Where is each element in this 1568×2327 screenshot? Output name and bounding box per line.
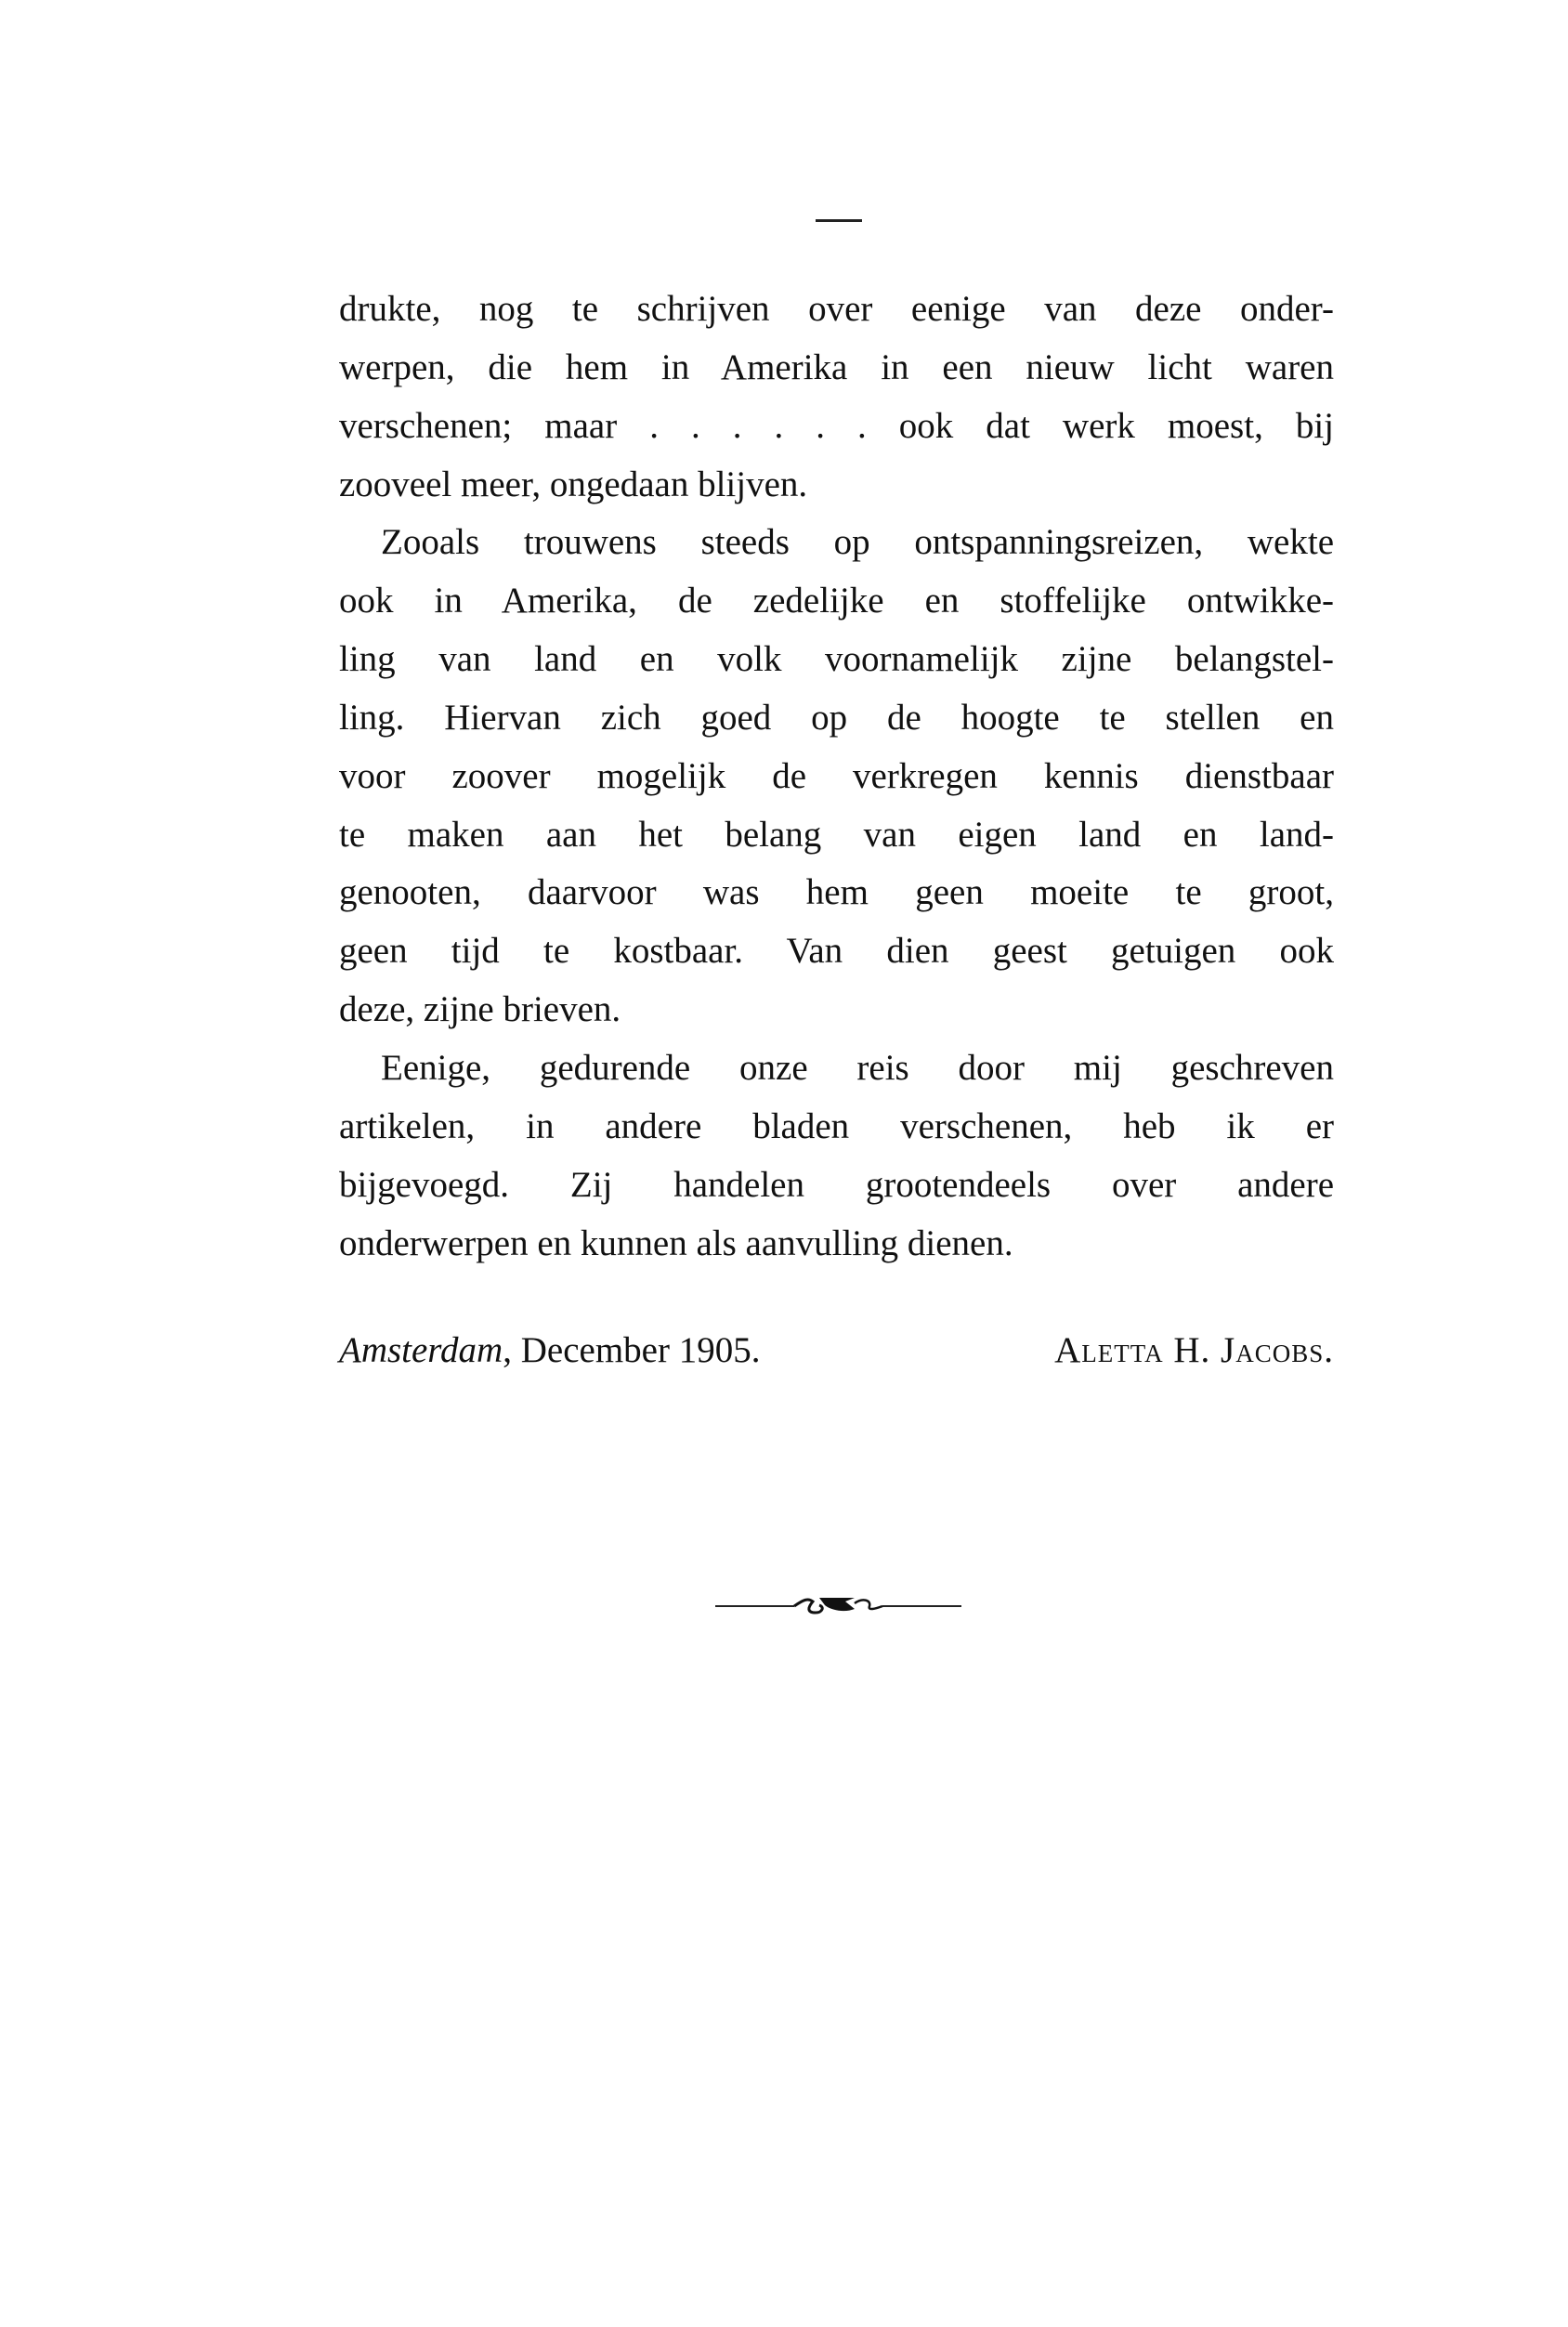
date: , December 1905.: [503, 1330, 761, 1370]
place: Amsterdam: [339, 1330, 503, 1370]
text-line: te maken aan het belang van eigen land en land-: [339, 814, 1334, 855]
text-line: verschenen; maar . . . . . . ook dat werk moest, bij: [339, 405, 1334, 446]
text-line: Eenige, gedurende onze reis door mij geschreven: [381, 1047, 1334, 1088]
text-line: voor zoover mogelijk de verkregen kennis dienstbaar: [339, 755, 1334, 796]
text-line: zooveel meer, ongedaan blijven.: [339, 464, 808, 504]
text-line: artikelen, in andere bladen verschenen, heb ik er: [339, 1105, 1334, 1146]
place-date: [339, 1322, 760, 1379]
text-line: ling. Hiervan zich goed op de hoogte te stellen en: [339, 697, 1334, 738]
text-line: werpen, die hem in Amerika in een nieuw licht waren: [339, 346, 1334, 387]
ornament-divider-icon: [715, 1590, 961, 1620]
signature-line: [339, 1322, 1334, 1379]
page-marker-dash: [816, 219, 862, 222]
text-line: bijgevoegd. Zij handelen grootendeels over andere: [339, 1164, 1334, 1205]
text-line: genooten, daarvoor was hem geen moeite te groot,: [339, 872, 1334, 913]
author-name: Aletta H. Jacobs.: [1054, 1330, 1334, 1370]
text-line: drukte, nog te schrijven over eenige van deze onder-: [339, 289, 1334, 329]
text-line: ling van land en volk voornamelijk zijne belangstel-: [339, 639, 1334, 680]
text-line: geen tijd te kostbaar. Van dien geest getuigen ook: [339, 931, 1334, 972]
text-line: ook in Amerika, de zedelijke en stoffelijke ontwikke-: [339, 581, 1334, 621]
text-line: onderwerpen en kunnen als aanvulling dienen.: [339, 1222, 1013, 1263]
body-text: [339, 281, 1334, 1273]
text-line: Zooals trouwens steeds op ontspanningsreizen, wekte: [381, 522, 1334, 563]
text-line: deze, zijne brieven.: [339, 989, 621, 1030]
